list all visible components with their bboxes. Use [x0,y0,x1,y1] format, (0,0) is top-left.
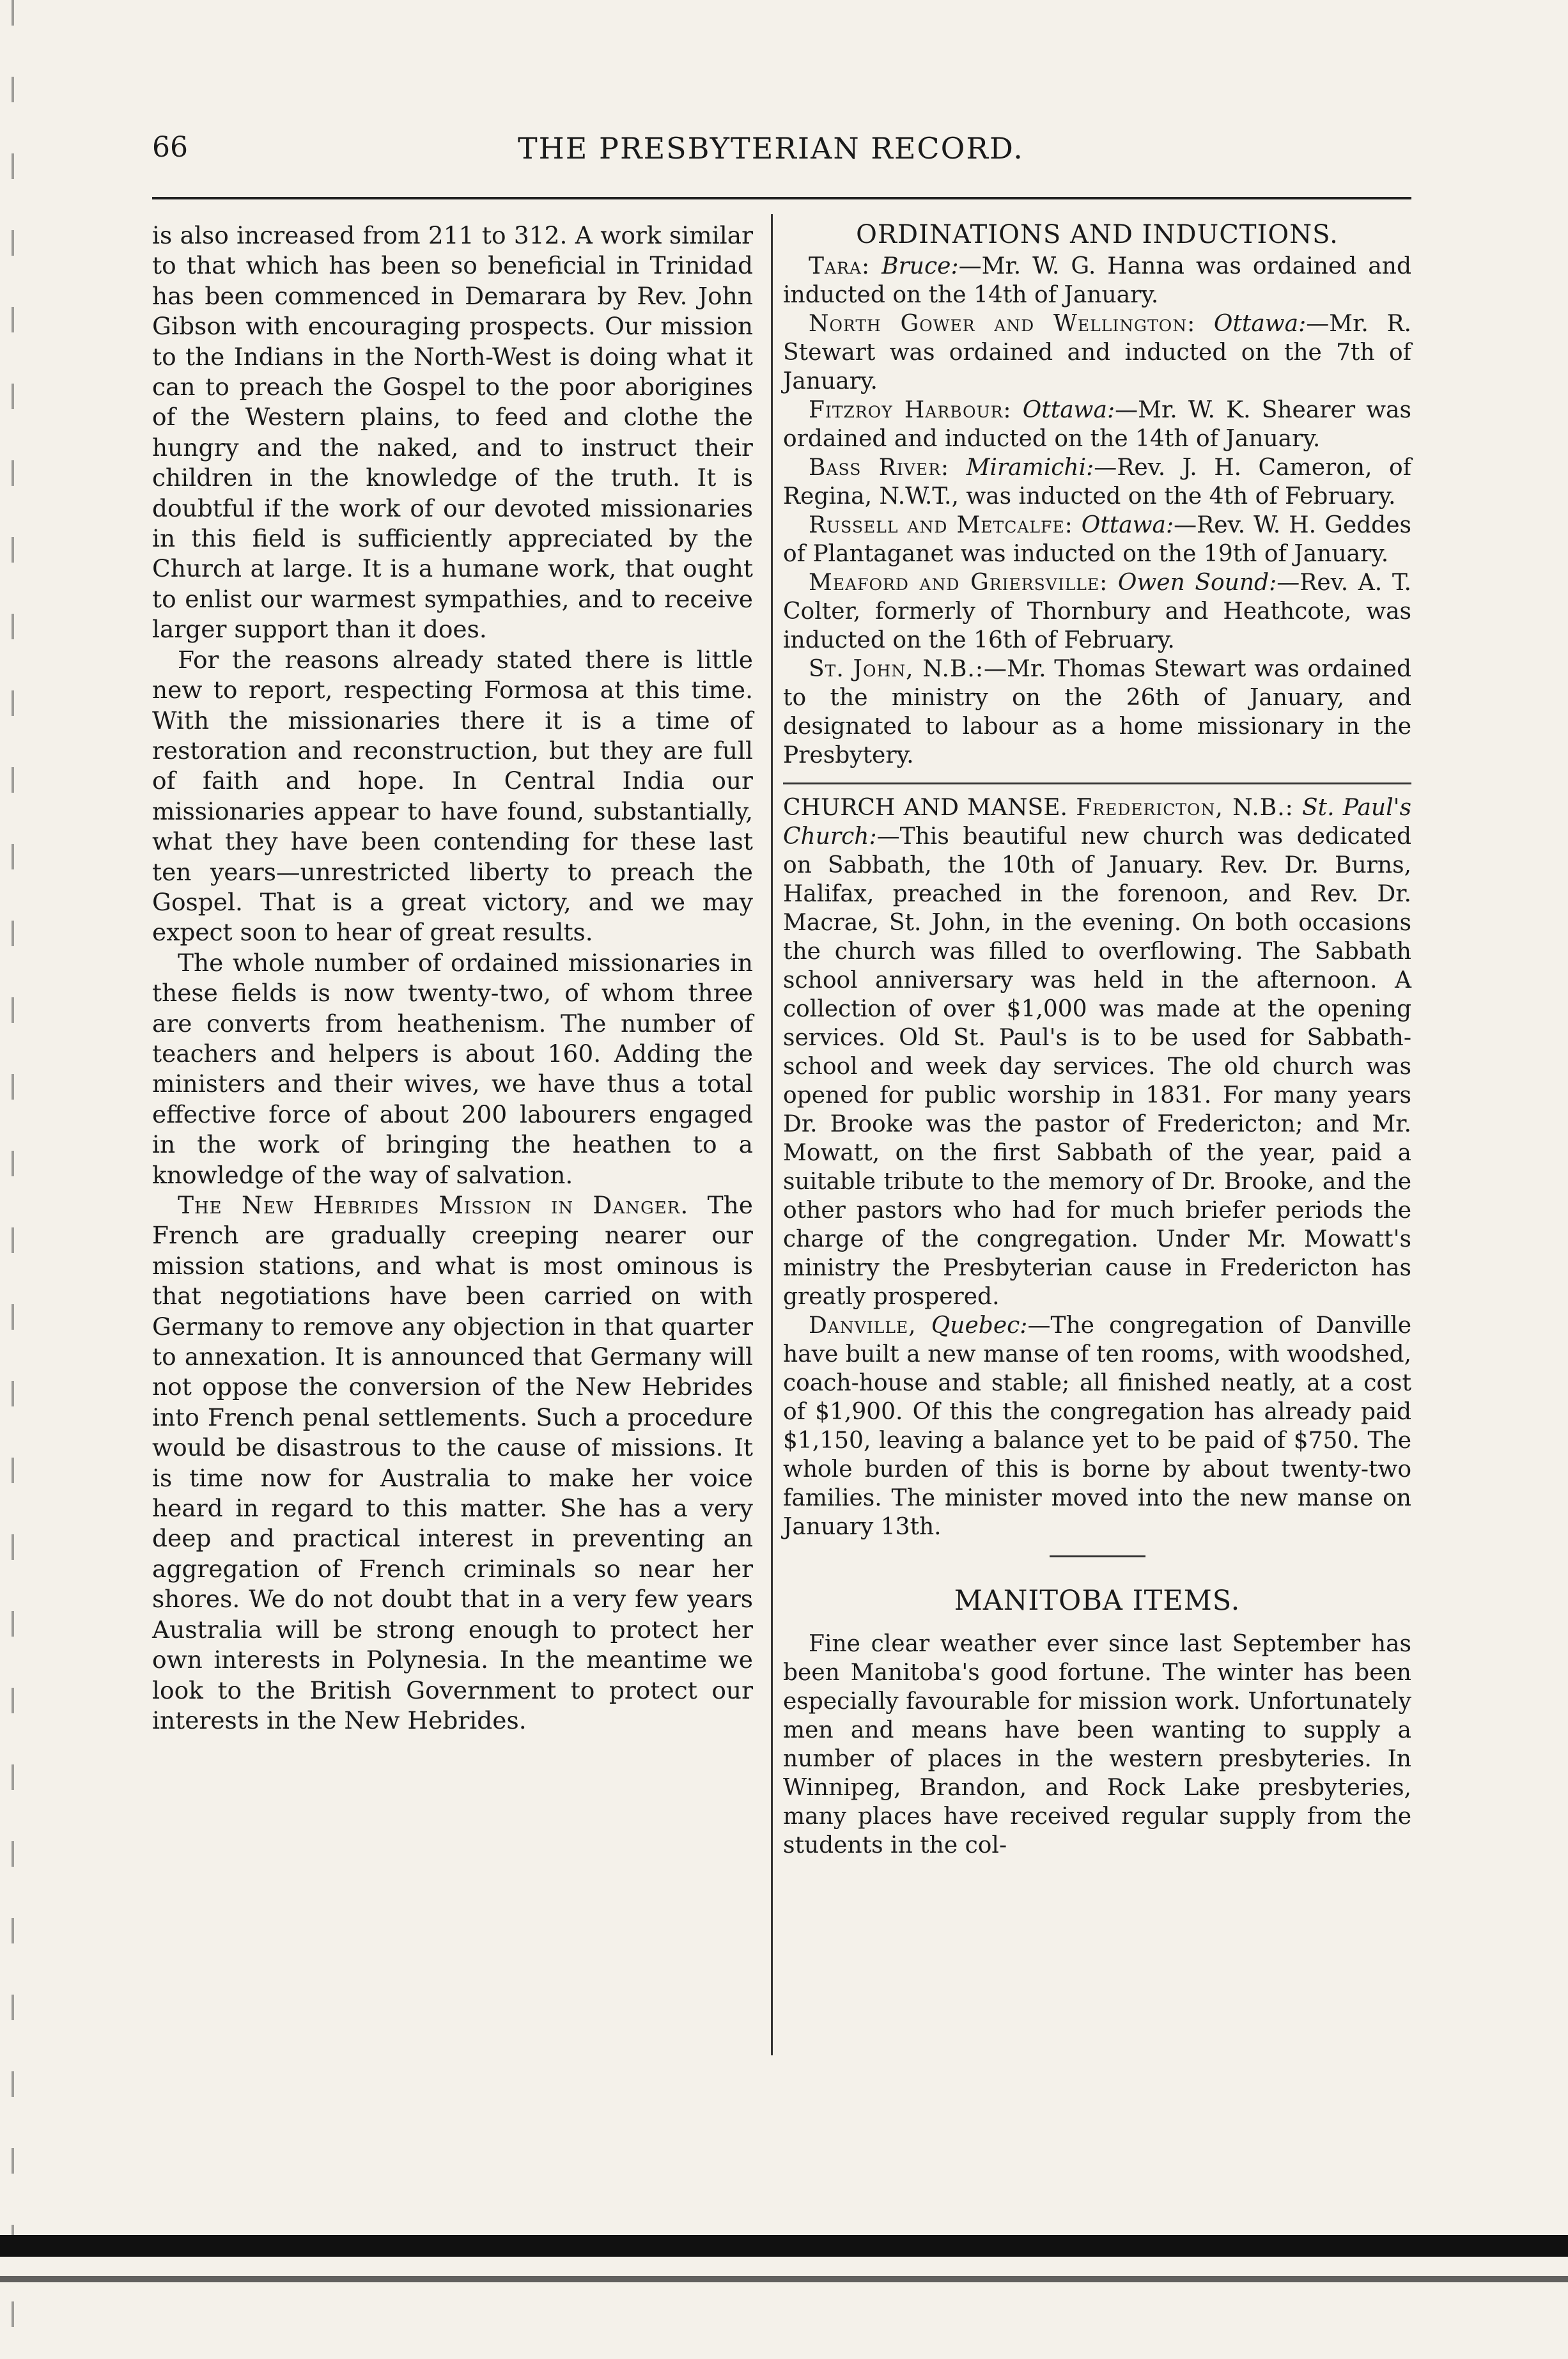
ordinations-heading: ORDINATIONS AND INDUCTIONS. [856,220,1339,249]
ordination-place: North Gower and Wellington: [809,311,1196,337]
ordination-presbytery: Ottawa: [1022,397,1115,423]
ordination-presbytery: Miramichi: [966,455,1094,481]
ordination-place: Bass River: [809,455,950,481]
ordination-text: —Mr. Thomas Stewart was ordained to the ministry on the 26th of January, and designated to labour as a home missionary in the Presbytery. [783,656,1411,768]
ordination-place: Russell and Metcalfe: [809,512,1073,538]
scan-edge-mark [12,0,14,2359]
ordination-place: St. John, N.B.: [809,656,984,682]
left-column [152,221,753,1736]
manitoba-text: Fine clear weather ever since last September has been Manitoba's good fortune. The winter has been especially favourable for mission work. Unfortunately men and means have been wanting to supply a number of places in the western presbyteries. In Winnipeg, Brandon, and Rock Lake presbyteries, many places have received regular supply from the students in the col- [783,1631,1411,1858]
danville-presbytery: Quebec: [931,1312,1028,1339]
scan-bottom-bar [0,2235,1568,2257]
ordination-text: —Rev. W. H. Geddes of Plantaganet was inducted on the 19th of January. [783,512,1412,567]
church-and-manse-heading: CHURCH AND MANSE. [783,795,1067,821]
ordination-item [783,396,1411,453]
manitoba-heading: MANITOBA ITEMS. [954,1585,1241,1617]
ordination-text: —Mr. W. K. Shearer was ordained and inducted on the 14th of January. [783,397,1411,452]
ordination-place: Tara: [809,253,871,279]
ordination-item [783,252,1411,309]
danville-text: —The congregation of Danville have built a new manse of ten rooms, with woodshed, coach-house and stable; all finished neatly, at a cost of $1,900. Of this the congregation has already paid $1,150, leaving a balance yet to be paid of $750. The whole burden of this is borne by about twenty-two families. The minister moved into the new manse on January 13th. [783,1312,1411,1540]
paragraph-missionary-count: The whole number of ordained missionaries in these fields is now twenty-two, of whom three are converts from heathenism. The number of teachers and helpers is about 160. Adding the ministers and their wives, we have thus a total effective force of about 200 labourers engaged in the work of bringing the heathen to a knowledge of the way of salvation. [152,948,753,1189]
ordination-presbytery: Ottawa: [1213,311,1307,337]
right-column [783,221,1411,1860]
ordination-place: Fitzroy Harbour: [809,397,1012,423]
ordination-presbytery: Owen Sound: [1117,570,1277,596]
paragraph-missions-increase: is also increased from 211 to 312. A work similar to that which has been so beneficial in Trinidad has been commenced in Demarara by Rev. John Gibson with encouraging prospects. Our mission to the Indians in the North-West is doing what it can to preach the Gospel to the poor aborigines of the Western plains, to feed and clothe the hungry and the naked, and to instruct their children in the knowledge of the truth. It is doubtful if the work of our devoted missionaries in this field is sufficiently appreciated by the Church at large. It is a humane work, that ought to enlist our warmest sympathies, and to receive larger support than it does. [152,221,753,644]
ordination-item [783,568,1411,655]
church-text: —This beautiful new church was dedicated on Sabbath, the 10th of January. Rev. Dr. Burns, Halifax, preached in the forenoon, and Rev. Dr. Macrae, St. John, in the evening. On both occasions the church was filled to overflowing. The Sabbath school anniversary was held in the afternoon. A collection of over $1,000 was made at the opening services. Old St. Paul's is to be used for Sabbath-school and week day services. The old church was opened for public worship in 1831. For many years Dr. Brooke was the pastor of Fredericton; and Mr. Mowatt, on the first Sabbath of the year, paid a suitable tribute to the memory of Dr. Brooke, and the other pastors who had for much briefer periods the charge of the congregation. Under Mr. Mowatt's ministry the Presbyterian cause in Fredericton has greatly prospered. [783,823,1411,1310]
church-place: Fredericton, N.B.: [1076,795,1294,821]
paragraph-formosa: For the reasons already stated there is little new to report, respecting Formosa at this time. With the missionaries there it is a time of restoration and reconstruction, but they are full of faith and hope. In Central India our missionaries appear to have found, substantially, what they have been contending for these last ten years—unrestricted liberty to preach the Gospel. That is a great victory, and we may expect soon to hear of great results. [152,645,753,947]
danville-place: Danville, [809,1312,917,1339]
church-name: St. Paul's Church: [783,795,1411,850]
danville-item [783,1311,1411,1541]
section-rule [783,782,1411,784]
ordination-presbytery: Ottawa: [1081,512,1174,538]
page-number: 66 [152,131,188,164]
ordination-text: —Rev. J. H. Cameron, of Regina, N.W.T., was inducted on the 4th of February. [783,455,1411,510]
ordination-item [783,453,1411,511]
ordination-place: Meaford and Griersville: [809,570,1108,596]
ordination-item [783,309,1411,396]
short-rule [1050,1555,1145,1557]
new-hebrides-text: The French are gradually creeping nearer our mission stations, and what is most ominous is that negotiations have been carried on with Germany to remove any objection in that quarter to annexation. It is announced that Germany will not oppose the conversion of the New Hebrides into French penal settlements. Such a procedure would be disastrous to the cause of missions. It is time now for Australia to make her voice heard in regard to this matter. She has a very deep and practical interest in preventing an aggregation of French criminals so near her shores. We do not doubt that in a very few years Australia will be strong enough to protect her own interests in Polynesia. In the meantime we look to the British Government to protect our interests in the New Hebrides. [152,1191,753,1734]
ordination-item [783,511,1411,568]
running-title: THE PRESBYTERIAN RECORD. [518,131,1024,166]
ordination-presbytery: Bruce: [881,253,959,279]
paragraph-new-hebrides [152,1190,753,1736]
column-divider [771,214,773,2055]
new-hebrides-lead: The New Hebrides Mission in Danger. [178,1191,689,1219]
ordination-item [783,655,1411,770]
ordination-text: —Rev. A. T. Colter, formerly of Thornbury and Heathcote, was inducted on the 16th of February. [783,570,1411,653]
church-and-manse-item [783,793,1411,1311]
ordination-text: —Mr. R. Stewart was ordained and inducted on the 7th of January. [783,311,1411,394]
scan-bottom-line [0,2276,1568,2282]
ordination-text: —Mr. W. G. Hanna was ordained and inducted on the 14th of January. [783,253,1411,308]
header-rule [152,197,1411,199]
